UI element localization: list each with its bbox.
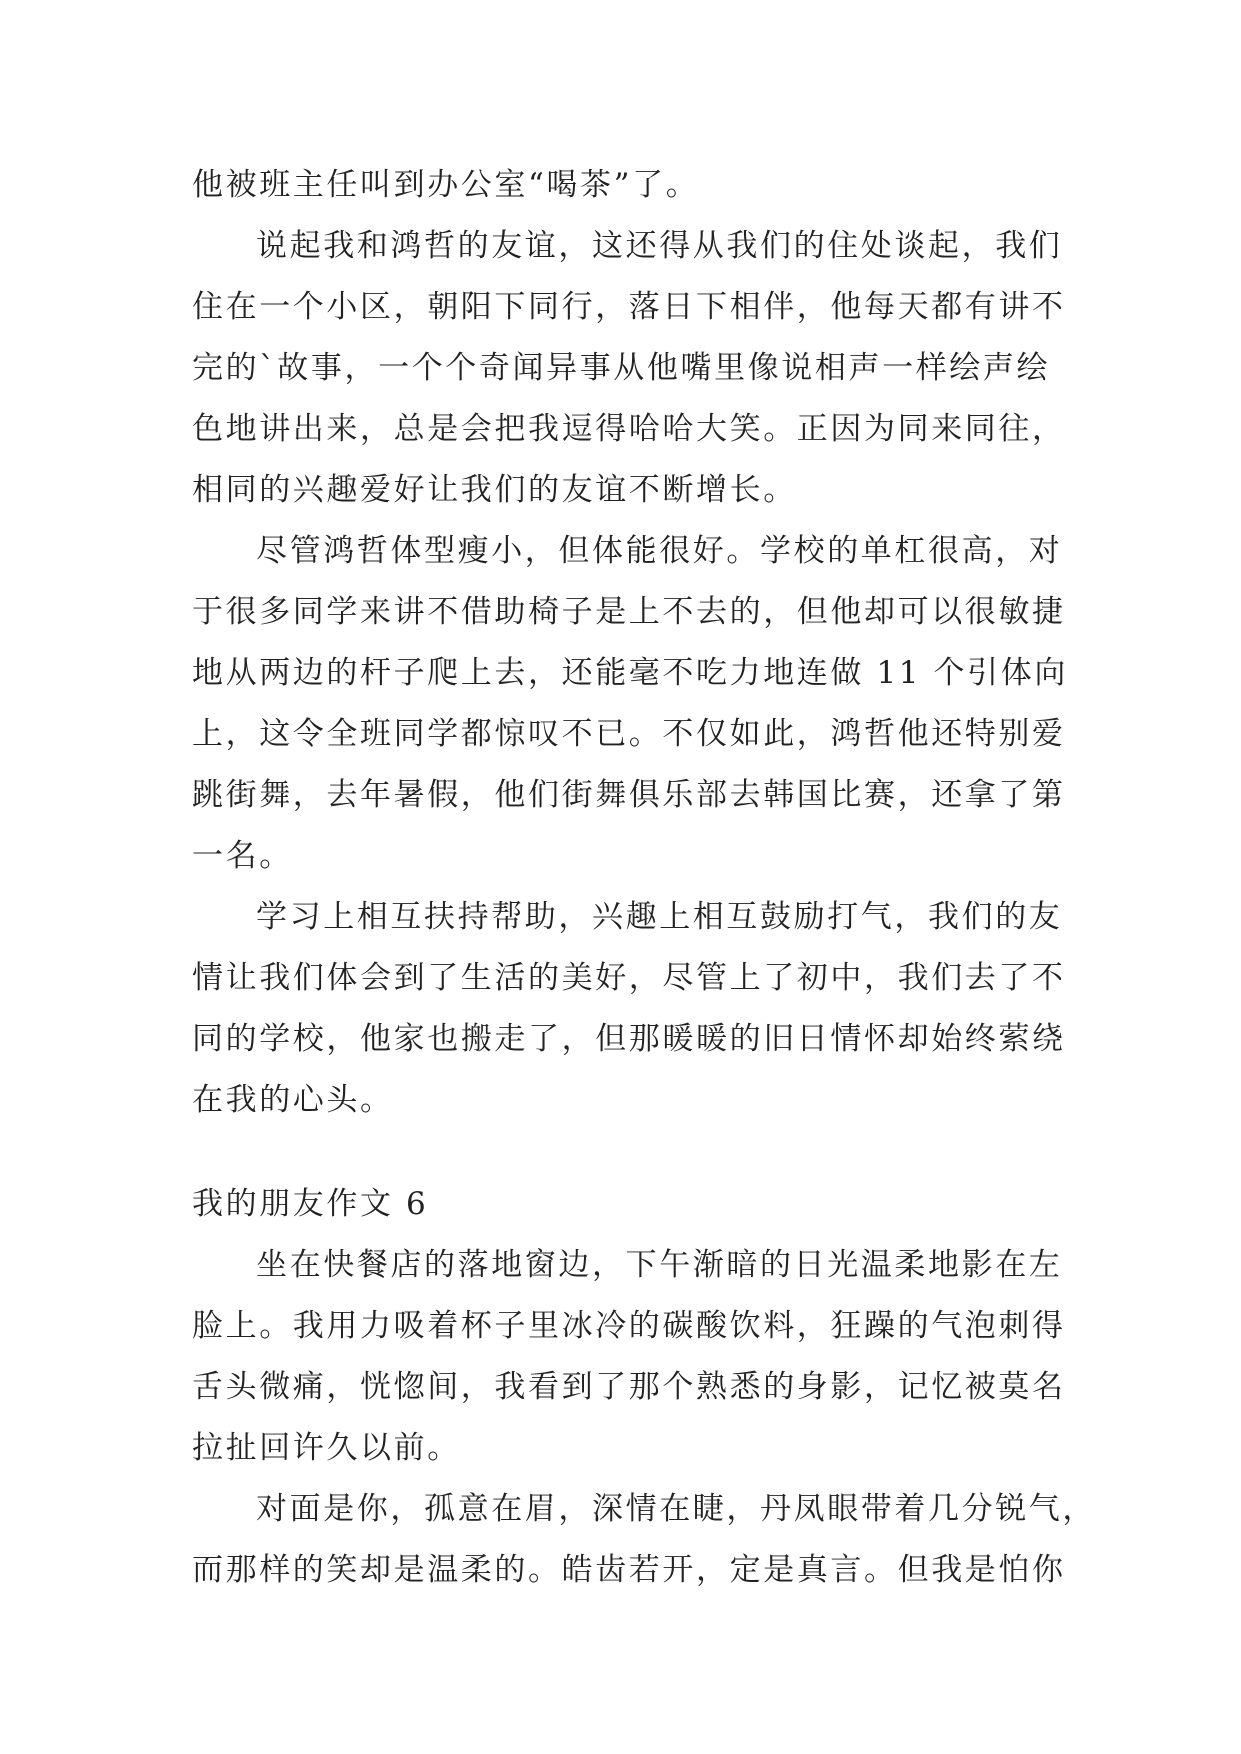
paragraph-first-line: 尽管鸿哲体型瘦小，但体能很好。学校的单杠很高，对	[256, 533, 1063, 569]
paragraph-first-line: 对面是你，孤意在眉，深情在睫，丹凤眼带着几分锐气，	[256, 1491, 1096, 1527]
text-line: 一名。	[192, 838, 293, 874]
text-line: 色地讲出来，总是会把我逗得哈哈大笑。正因为同来同往，	[192, 411, 1066, 447]
paragraph-first-line: 说起我和鸿哲的友谊，这还得从我们的住处谈起，我们	[256, 228, 1063, 264]
paragraph-first-line: 学习上相互扶持帮助，兴趣上相互鼓励打气，我们的友	[256, 899, 1063, 935]
text-line: 上，这令全班同学都惊叹不已。不仅如此，鸿哲他还特别爱	[192, 716, 1066, 752]
text-line: 脸上。我用力吸着杯子里冰冷的碳酸饮料，狂躁的气泡刺得	[192, 1308, 1066, 1344]
text-line: 相同的兴趣爱好让我们的友谊不断增长。	[192, 472, 797, 508]
text-line: 情让我们体会到了生活的美好，尽管上了初中，我们去了不	[192, 960, 1066, 996]
text-line: 地从两边的杆子爬上去，还能毫不吃力地连做 11 个引体向	[192, 655, 1068, 691]
text-line: 拉扯回许久以前。	[192, 1430, 461, 1466]
text-line: 舌头微痛，恍惚间，我看到了那个熟悉的身影，记忆被莫名	[192, 1369, 1066, 1405]
text-line: 跳街舞，去年暑假，他们街舞俱乐部去韩国比赛，还拿了第	[192, 777, 1066, 813]
section-heading: 我的朋友作文 6	[192, 1186, 429, 1222]
text-line: 完的`故事，一个个奇闻异事从他嘴里像说相声一样绘声绘	[192, 350, 1051, 386]
text-line: 他被班主任叫到办公室“喝茶”了。	[192, 167, 700, 203]
text-line: 在我的心头。	[192, 1082, 394, 1118]
text-line: 于很多同学来讲不借助椅子是上不去的，但他却可以很敏捷	[192, 594, 1066, 630]
paragraph-first-line: 坐在快餐店的落地窗边，下午渐暗的日光温柔地影在左	[256, 1247, 1063, 1283]
text-line: 住在一个小区，朝阳下同行，落日下相伴，他每天都有讲不	[192, 289, 1066, 325]
text-line: 同的学校，他家也搬走了，但那暖暖的旧日情怀却始终萦绕	[192, 1021, 1066, 1057]
text-line: 而那样的笑却是温柔的。皓齿若开，定是真言。但我是怕你	[192, 1552, 1066, 1588]
